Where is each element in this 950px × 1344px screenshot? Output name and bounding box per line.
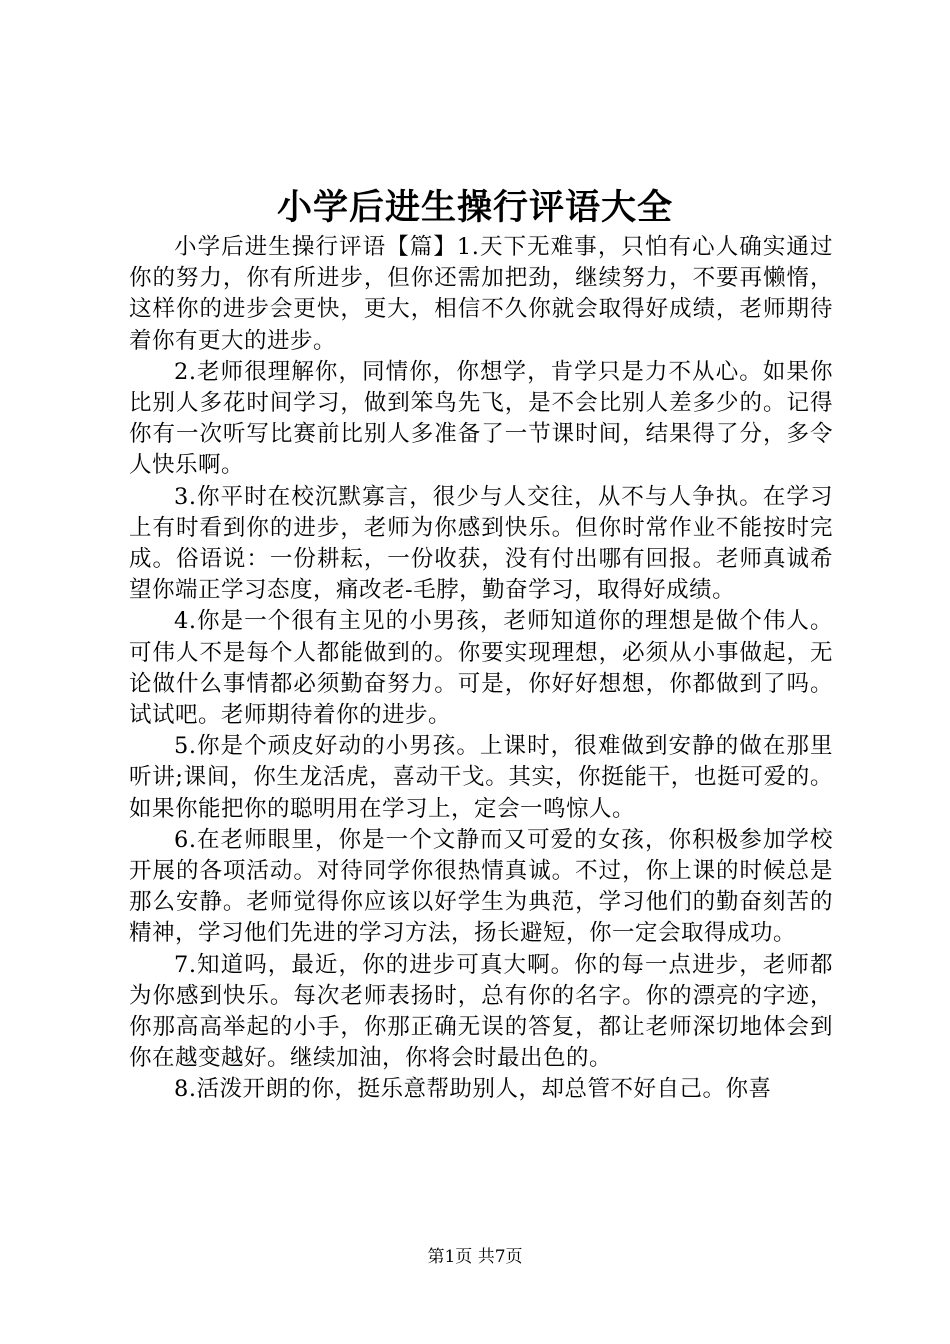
paragraph-1: 小学后进生操行评语【篇】1.天下无难事，只怕有心人确实通过你的努力，你有所进步，但你还需加把劲，继续努力，不要再懒惰，这样你的进步会更快，更大，相信不久你就会取得好成绩，老师期待着你有更大的进步。 [129, 234, 833, 354]
page-number-footer: 第1页 共7页 [427, 1247, 523, 1267]
paragraph-4: 4.你是一个很有主见的小男孩，老师知道你的理想是做个伟人。可伟人不是每个人都能做到的。你要实现理想，必须从小事做起，无论做什么事情都必须勤奋努力。可是，你好好想想，你都做到了吗。试试吧。老师期待着你的进步。 [129, 608, 833, 729]
document-title: 小学后进生操行评语大全 [276, 187, 673, 228]
paragraph-8: 8.活泼开朗的你，挺乐意帮助别人，却总管不好自己。你喜 [174, 1076, 772, 1103]
paragraph-2: 2.老师很理解你，同情你，你想学，肯学只是力不从心。如果你比别人多花时间学习，做到笨鸟先飞，是不会比别人差多少的。记得你有一次听写比赛前比别人多准备了一节课时间，结果得了分，多令人快乐啊。 [129, 358, 833, 479]
paragraph-7: 7.知道吗，最近，你的进步可真大啊。你的每一点进步，老师都为你感到快乐。每次老师表扬时，总有你的名字。你的漂亮的字迹，你那高高举起的小手，你那正确无误的答复，都让老师深切地体会到你在越变越好。继续加油，你将会时最出色的。 [129, 951, 833, 1072]
paragraph-3: 3.你平时在校沉默寡言，很少与人交往，从不与人争执。在学习上有时看到你的进步，老师为你感到快乐。但你时常作业不能按时完成。俗语说：一份耕耘，一份收获，没有付出哪有回报。老师真诚希望你端正学习态度，痛改老-毛脖，勤奋学习，取得好成绩。 [129, 483, 833, 604]
document-body [129, 232, 833, 1106]
paragraph-6: 6.在老师眼里，你是一个文静而又可爱的女孩，你积极参加学校开展的各项活动。对待同学你很热情真诚。不过，你上课的时候总是那么安静。老师觉得你应该以好学生为典范，学习他们的勤奋刻苦的精神，学习他们先进的学习方法，扬长避短，你一定会取得成功。 [129, 826, 833, 947]
paragraph-5: 5.你是个顽皮好动的小男孩。上课时，很难做到安静的做在那里听讲;课间，你生龙活虎，喜动干戈。其实，你挺能干，也挺可爱的。如果你能把你的聪明用在学习上，定会一鸣惊人。 [129, 733, 833, 822]
